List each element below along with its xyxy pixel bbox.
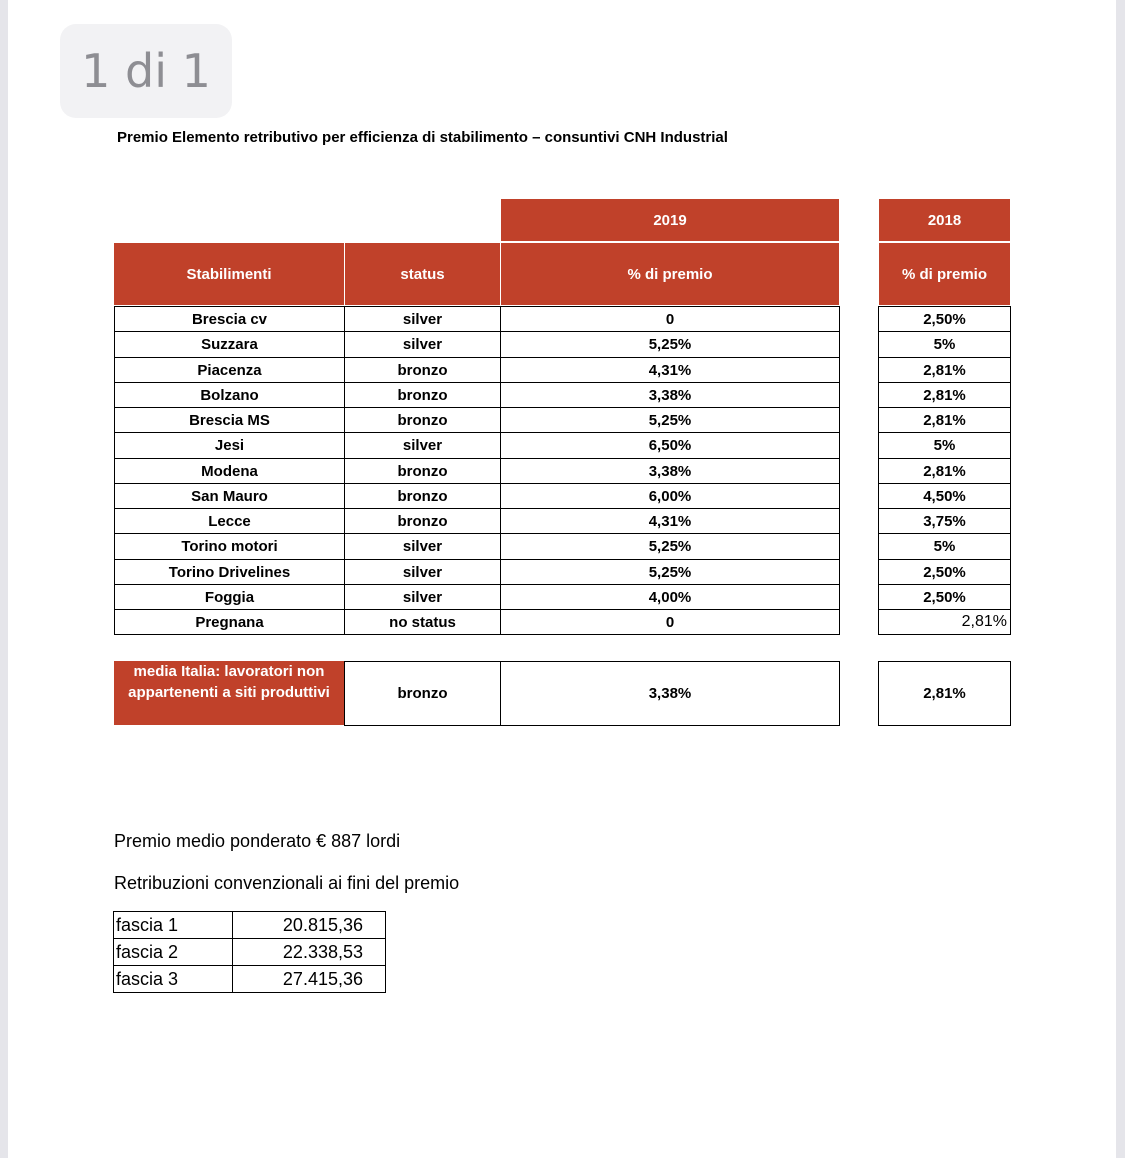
fascia-value: 27.415,36 [233,966,386,993]
row-premio-2018: 4,50% [878,483,1011,509]
row-premio-2019: 5,25% [500,407,840,433]
row-premio-2018: 5% [878,432,1011,459]
row-premio-2019: 4,31% [500,508,840,534]
premio-medio-text: Premio medio ponderato € 887 lordi [114,831,401,851]
row-stabilimento: Lecce [114,508,345,534]
row-premio-2018: 2,81% [878,609,1011,635]
row-premio-2018: 2,50% [878,559,1011,585]
row-stabilimento: Brescia MS [114,407,345,433]
row-premio-2019: 5,25% [500,533,840,560]
row-stabilimento: Modena [114,458,345,484]
header-year-2018: 2018 [879,199,1010,241]
row-premio-2018: 2,50% [878,584,1011,610]
row-stabilimento: Jesi [114,432,345,459]
media-status: bronzo [344,661,501,726]
row-status: bronzo [344,357,501,383]
header-premio-2018: % di premio [879,243,1010,305]
row-stabilimento: San Mauro [114,483,345,509]
row-premio-2018: 5% [878,533,1011,560]
row-premio-2018: 2,81% [878,407,1011,433]
retribuzioni-title: Retribuzioni convenzionali ai fini del premio [114,873,460,893]
row-premio-2019: 0 [500,306,840,332]
row-status: silver [344,331,501,358]
fascia-row [114,939,386,966]
row-stabilimento: Brescia cv [114,306,345,332]
page-indicator: 1 di 1 [60,24,232,118]
row-stabilimento: Bolzano [114,382,345,408]
row-status: bronzo [344,382,501,408]
row-premio-2019: 0 [500,609,840,635]
fascia-label: fascia 3 [114,966,233,993]
row-stabilimento: Suzzara [114,331,345,358]
row-status: silver [344,584,501,610]
row-premio-2019: 3,38% [500,382,840,408]
row-status: silver [344,306,501,332]
row-premio-2019: 5,25% [500,559,840,585]
row-status: bronzo [344,407,501,433]
header-status: status [345,243,500,305]
row-premio-2018: 2,81% [878,382,1011,408]
row-status: silver [344,559,501,585]
fascia-row [114,912,386,939]
row-premio-2018: 2,81% [878,458,1011,484]
row-stabilimento: Piacenza [114,357,345,383]
row-premio-2018: 2,50% [878,306,1011,332]
row-premio-2018: 5% [878,331,1011,358]
row-status: bronzo [344,458,501,484]
row-premio-2019: 3,38% [500,458,840,484]
row-stabilimento: Torino motori [114,533,345,560]
row-stabilimento: Pregnana [114,609,345,635]
header-premio-2019: % di premio [501,243,839,305]
row-premio-2019: 5,25% [500,331,840,358]
fasce-table [113,911,386,993]
fascia-row [114,966,386,993]
row-premio-2019: 4,31% [500,357,840,383]
row-premio-2019: 6,50% [500,432,840,459]
row-stabilimento: Torino Drivelines [114,559,345,585]
row-premio-2018: 3,75% [878,508,1011,534]
fascia-value: 22.338,53 [233,939,386,966]
row-premio-2018: 2,81% [878,357,1011,383]
media-label: media Italia: lavoratori non appartenenti a siti produttivi [114,661,344,725]
row-status: silver [344,533,501,560]
row-stabilimento: Foggia [114,584,345,610]
fascia-label: fascia 1 [114,912,233,939]
row-premio-2019: 4,00% [500,584,840,610]
media-premio-2019: 3,38% [500,661,840,726]
media-premio-2018: 2,81% [878,661,1011,726]
row-status: bronzo [344,508,501,534]
header-year-2019: 2019 [501,199,839,241]
row-status: bronzo [344,483,501,509]
header-stabilimenti: Stabilimenti [114,243,344,305]
row-premio-2019: 6,00% [500,483,840,509]
row-status: no status [344,609,501,635]
fascia-value: 20.815,36 [233,912,386,939]
row-status: silver [344,432,501,459]
document-title: Premio Elemento retributivo per efficienza di stabilimento – consuntivi CNH Industrial [117,129,728,146]
fascia-label: fascia 2 [114,939,233,966]
